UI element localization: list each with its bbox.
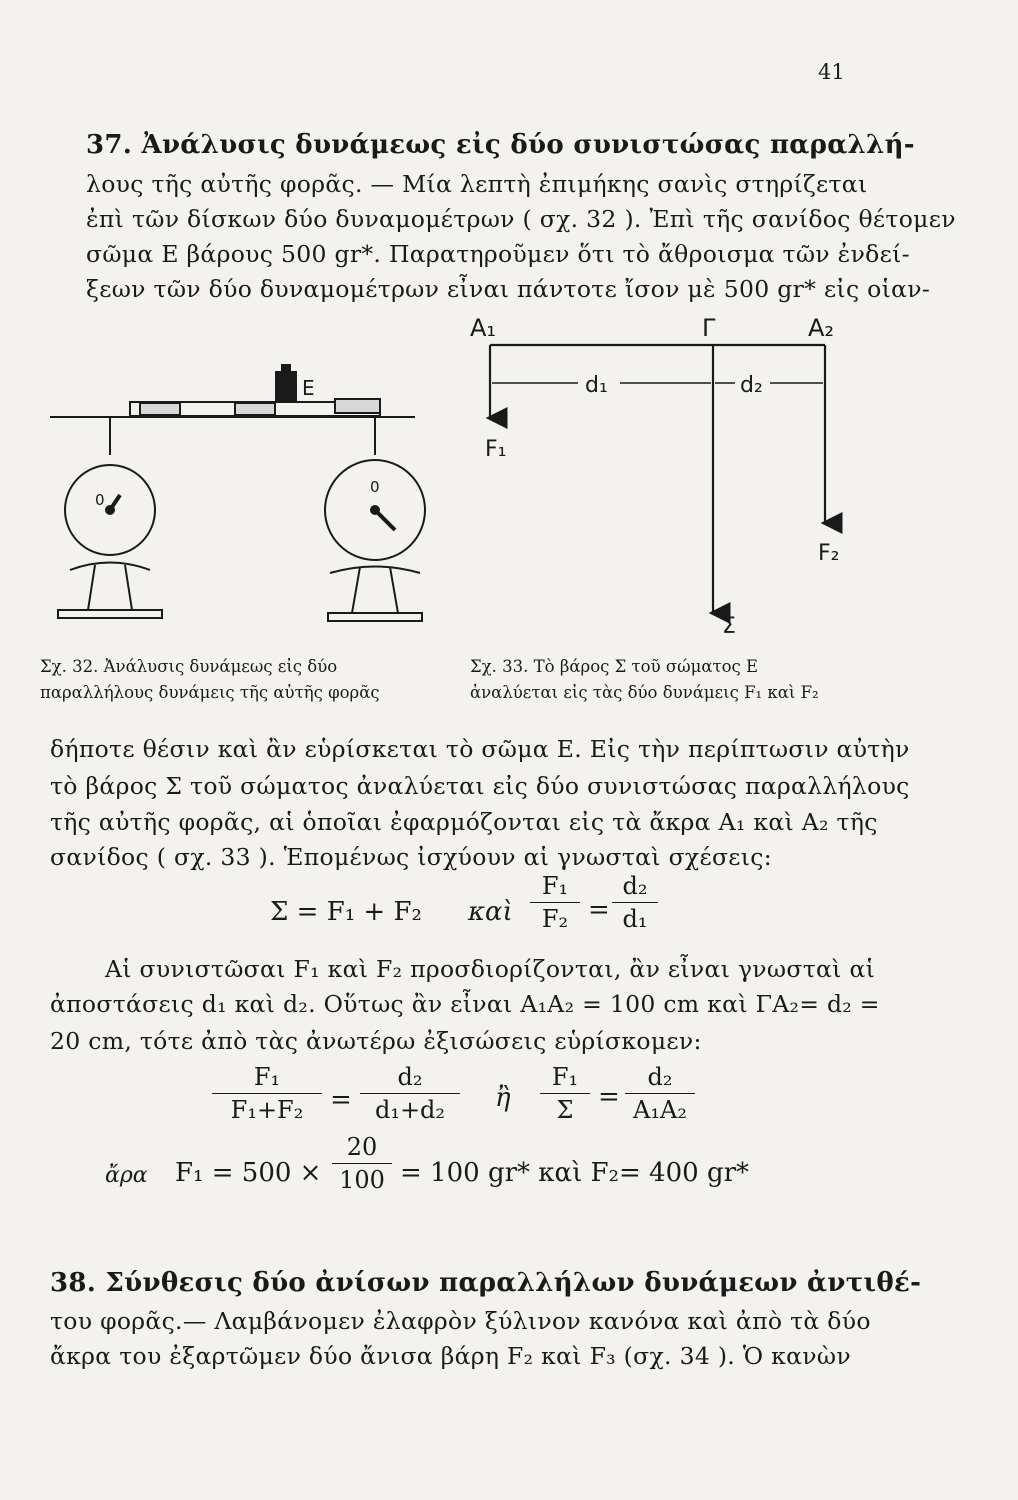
section-37-line: ξεων τῶν δύο δυναμομέτρων εἶναι πάντοτε ἴσον μὲ 500 gr* εἰς οἱαν-	[86, 275, 931, 303]
figure-32-caption: Σχ. 32. Ἀνάλυσις δυνάμεως εἰς δύο	[40, 657, 338, 676]
label-d2: d₂	[740, 373, 763, 398]
fraction-F1-F2	[530, 872, 580, 933]
fraction-numerator: 20	[332, 1133, 392, 1164]
section-37-line: λους τῆς αὐτῆς φορᾶς. — Μία λεπτὴ ἐπιμήκης σανὶς στηρίζεται	[86, 170, 868, 198]
label-Sigma: Σ	[722, 614, 736, 639]
equation-sum: Σ = F₁ + F₂	[270, 897, 422, 927]
figure-32-caption: παραλλήλους δυνάμεις τῆς αὐτῆς φορᾶς	[40, 683, 380, 702]
fraction-numerator: d₂	[612, 872, 658, 903]
equation-kai: καὶ	[468, 897, 513, 927]
section-37-heading: 37. Ἀνάλυσις δυνάμεως εἰς δύο συνιστώσας παραλλή-	[86, 130, 915, 160]
equals-sign: =	[588, 895, 610, 925]
dial-zero-right: 0	[370, 478, 380, 496]
section-38-line: ἄκρα του ἐξαρτῶμεν δύο ἄνισα βάρη F₂ καὶ F₃ (σχ. 34 ). Ὁ κανὼν	[50, 1342, 851, 1370]
figure-32	[40, 355, 460, 655]
section-38-line: του φορᾶς.— Λαμβάνομεν ἐλαφρὸν ξύλινον κανόνα καὶ ἀπὸ τὰ δύο	[50, 1307, 871, 1335]
fraction-20-over-100	[332, 1133, 392, 1194]
body-line: 20 cm, τότε ἀπὸ τὰς ἀνωτέρω ἐξισώσεις εὑρίσκομεν:	[50, 1027, 702, 1055]
label-A1: A₁	[470, 314, 497, 342]
body-line: δήποτε θέσιν καὶ ἂν εὑρίσκεται τὸ σῶμα Ε. Εἰς τὴν περίπτωσιν αὐτὴν	[50, 735, 910, 763]
label-A2: A₂	[808, 314, 835, 342]
weight-block	[276, 372, 296, 402]
label-F1: F₁	[485, 437, 507, 462]
page-number: 41	[818, 60, 845, 84]
body-line: τὸ βάρος Σ τοῦ σώματος ἀναλύεται εἰς δύο συνιστώσας παραλλήλους	[50, 772, 910, 800]
fraction-numerator: F₁	[530, 872, 580, 903]
body-line: Αἱ συνιστῶσαι F₁ καὶ F₂ προσδιορίζονται, ἂν εἶναι γνωσταὶ αἱ	[105, 955, 876, 983]
equation-result: = 100 gr* καὶ F₂= 400 gr*	[400, 1158, 750, 1188]
figure-33	[470, 308, 870, 648]
fraction-numerator: d₂	[360, 1063, 460, 1094]
fraction-numerator: F₁	[212, 1063, 322, 1094]
fraction-denominator: Σ	[556, 1096, 574, 1124]
body-line: σανίδος ( σχ. 33 ). Ἑπομένως ἰσχύουν αἱ γνωσταὶ σχέσεις:	[50, 843, 772, 871]
fraction-F1-over-Sigma	[540, 1063, 590, 1124]
weight-label: E	[302, 376, 315, 400]
section-38-heading: 38. Σύνθεσις δύο ἀνίσων παραλλήλων δυνάμεων ἀντιθέ-	[50, 1268, 922, 1298]
section-37-line: σῶμα Ε βάρους 500 gr*. Παρατηροῦμεν ὅτι τὸ ἄθροισμα τῶν ἐνδεί-	[86, 240, 910, 268]
equals-sign: =	[330, 1085, 352, 1115]
fraction-denominator: F₂	[541, 905, 569, 933]
section-37-line: ἐπὶ τῶν δίσκων δύο δυναμομέτρων ( σχ. 32 ). Ἐπὶ τῆς σανίδος θέτομεν	[86, 205, 956, 233]
equals-sign: =	[598, 1082, 620, 1112]
fraction-denominator: d₁	[622, 905, 648, 933]
fraction-numerator: d₂	[625, 1063, 695, 1094]
fraction-denominator: A₁A₂	[633, 1096, 687, 1124]
fraction-denominator: F₁+F₂	[230, 1096, 304, 1124]
label-F2: F₂	[818, 541, 840, 566]
fraction-d2-d1	[612, 872, 658, 933]
label-Gamma: Γ	[702, 314, 716, 342]
label-d1: d₁	[585, 373, 608, 398]
fraction-numerator: F₁	[540, 1063, 590, 1094]
equation-F1: F₁ = 500 ×	[175, 1158, 322, 1188]
fraction-F1-over-sum	[212, 1063, 322, 1124]
equation-or: ἢ	[495, 1083, 511, 1113]
equation-ara: ἄρα	[105, 1163, 148, 1188]
body-line: τῆς αὐτῆς φορᾶς, αἱ ὁποῖαι ἐφαρμόζονται εἰς τὰ ἄκρα A₁ καὶ A₂ τῆς	[50, 808, 878, 836]
fraction-denominator: d₁+d₂	[374, 1096, 446, 1124]
fraction-d2-over-sum	[360, 1063, 460, 1124]
figure-33-caption: Σχ. 33. Τὸ βάρος Σ τοῦ σώματος Ε	[470, 657, 759, 676]
dial-zero-left: 0	[95, 491, 105, 509]
fraction-d2-over-A1A2	[625, 1063, 695, 1124]
figure-33-caption: ἀναλύεται εἰς τὰς δύο δυνάμεις F₁ καὶ F₂	[470, 683, 819, 702]
body-line: ἀποστάσεις d₁ καὶ d₂. Οὕτως ἂν εἶναι A₁A₂ = 100 cm καὶ ΓA₂= d₂ =	[50, 990, 880, 1018]
fraction-denominator: 100	[339, 1166, 385, 1194]
